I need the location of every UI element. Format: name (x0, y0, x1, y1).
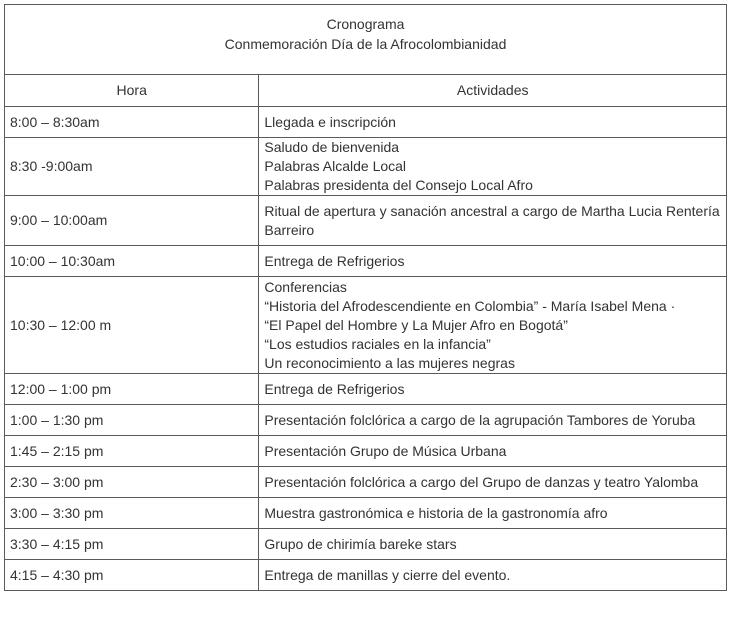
hora-cell: 4:15 – 4:30 pm (5, 560, 259, 591)
actividad-line: Palabras Alcalde Local (264, 158, 407, 174)
actividades-cell (259, 498, 727, 529)
actividad-line: Entrega de manillas y cierre del evento. (264, 566, 511, 583)
actividades-cell (259, 560, 727, 591)
actividades-cell (259, 374, 727, 405)
table-row (5, 405, 727, 436)
actividad-line: “El Papel del Hombre y La Mujer Afro en Bogotá” (264, 316, 568, 333)
hora-cell: 8:30 -9:00am (5, 138, 259, 196)
schedule-container (4, 4, 727, 591)
actividad-line: “Los estudios raciales en la infancia” (264, 335, 491, 352)
actividad-line: Llegada e inscripción (264, 113, 396, 130)
actividades-cell (259, 405, 727, 436)
actividades-cell (259, 138, 727, 196)
title-line-1: Cronograma (326, 16, 405, 32)
table-row (5, 138, 727, 196)
column-header-actividades: Actividades (259, 75, 727, 107)
actividades-cell (259, 107, 727, 138)
actividades-cell (259, 277, 727, 374)
actividades-cell (259, 246, 727, 277)
actividad-line: Presentación Grupo de Música Urbana (264, 442, 507, 459)
table-row (5, 436, 727, 467)
column-header-row (5, 75, 727, 107)
actividad-line: Ritual de apertura y sanación ancestral a cargo de Martha Lucia Rentería Barreiro (264, 202, 720, 238)
table-row (5, 107, 727, 138)
hora-cell: 9:00 – 10:00am (5, 196, 259, 246)
actividad-line: Saludo de bienvenida (264, 139, 400, 155)
actividad-line: “Historia del Afrodescendiente en Colombia” - María Isabel Mena · (264, 297, 676, 314)
actividad-line: Muestra gastronómica e historia de la gastronomía afro (264, 504, 608, 521)
actividades-cell (259, 467, 727, 498)
schedule-table (4, 4, 727, 591)
hora-cell: 8:00 – 8:30am (5, 107, 259, 138)
hora-cell: 10:30 – 12:00 m (5, 277, 259, 374)
title-row (5, 5, 727, 75)
table-row (5, 246, 727, 277)
hora-cell: 1:00 – 1:30 pm (5, 405, 259, 436)
actividades-cell (259, 436, 727, 467)
table-row (5, 560, 727, 591)
actividad-line: Grupo de chirimía bareke stars (264, 535, 457, 552)
column-header-hora: Hora (5, 75, 259, 107)
table-row (5, 529, 727, 560)
actividades-cell (259, 196, 727, 246)
hora-cell: 3:00 – 3:30 pm (5, 498, 259, 529)
table-row (5, 374, 727, 405)
actividad-line: Palabras presidenta del Consejo Local Afro (264, 177, 533, 193)
table-row (5, 277, 727, 374)
hora-cell: 3:30 – 4:15 pm (5, 529, 259, 560)
actividad-line: Un reconocimiento a las mujeres negras (264, 354, 515, 371)
actividad-line: Presentación folclórica a cargo de la agrupación Tambores de Yoruba (264, 411, 696, 428)
actividades-cell (259, 529, 727, 560)
title-line-2: Conmemoración Día de la Afrocolombianidad (224, 36, 507, 52)
actividad-line: Conferencias (264, 278, 347, 295)
table-row (5, 498, 727, 529)
table-title (5, 5, 727, 75)
hora-cell: 1:45 – 2:15 pm (5, 436, 259, 467)
table-row (5, 196, 727, 246)
table-row (5, 467, 727, 498)
hora-cell: 10:00 – 10:30am (5, 246, 259, 277)
hora-cell: 12:00 – 1:00 pm (5, 374, 259, 405)
hora-cell: 2:30 – 3:00 pm (5, 467, 259, 498)
actividad-line: Presentación folclórica a cargo del Grupo de danzas y teatro Yalomba (264, 473, 699, 490)
actividad-line: Entrega de Refrigerios (264, 380, 405, 397)
actividad-line: Entrega de Refrigerios (264, 252, 405, 269)
